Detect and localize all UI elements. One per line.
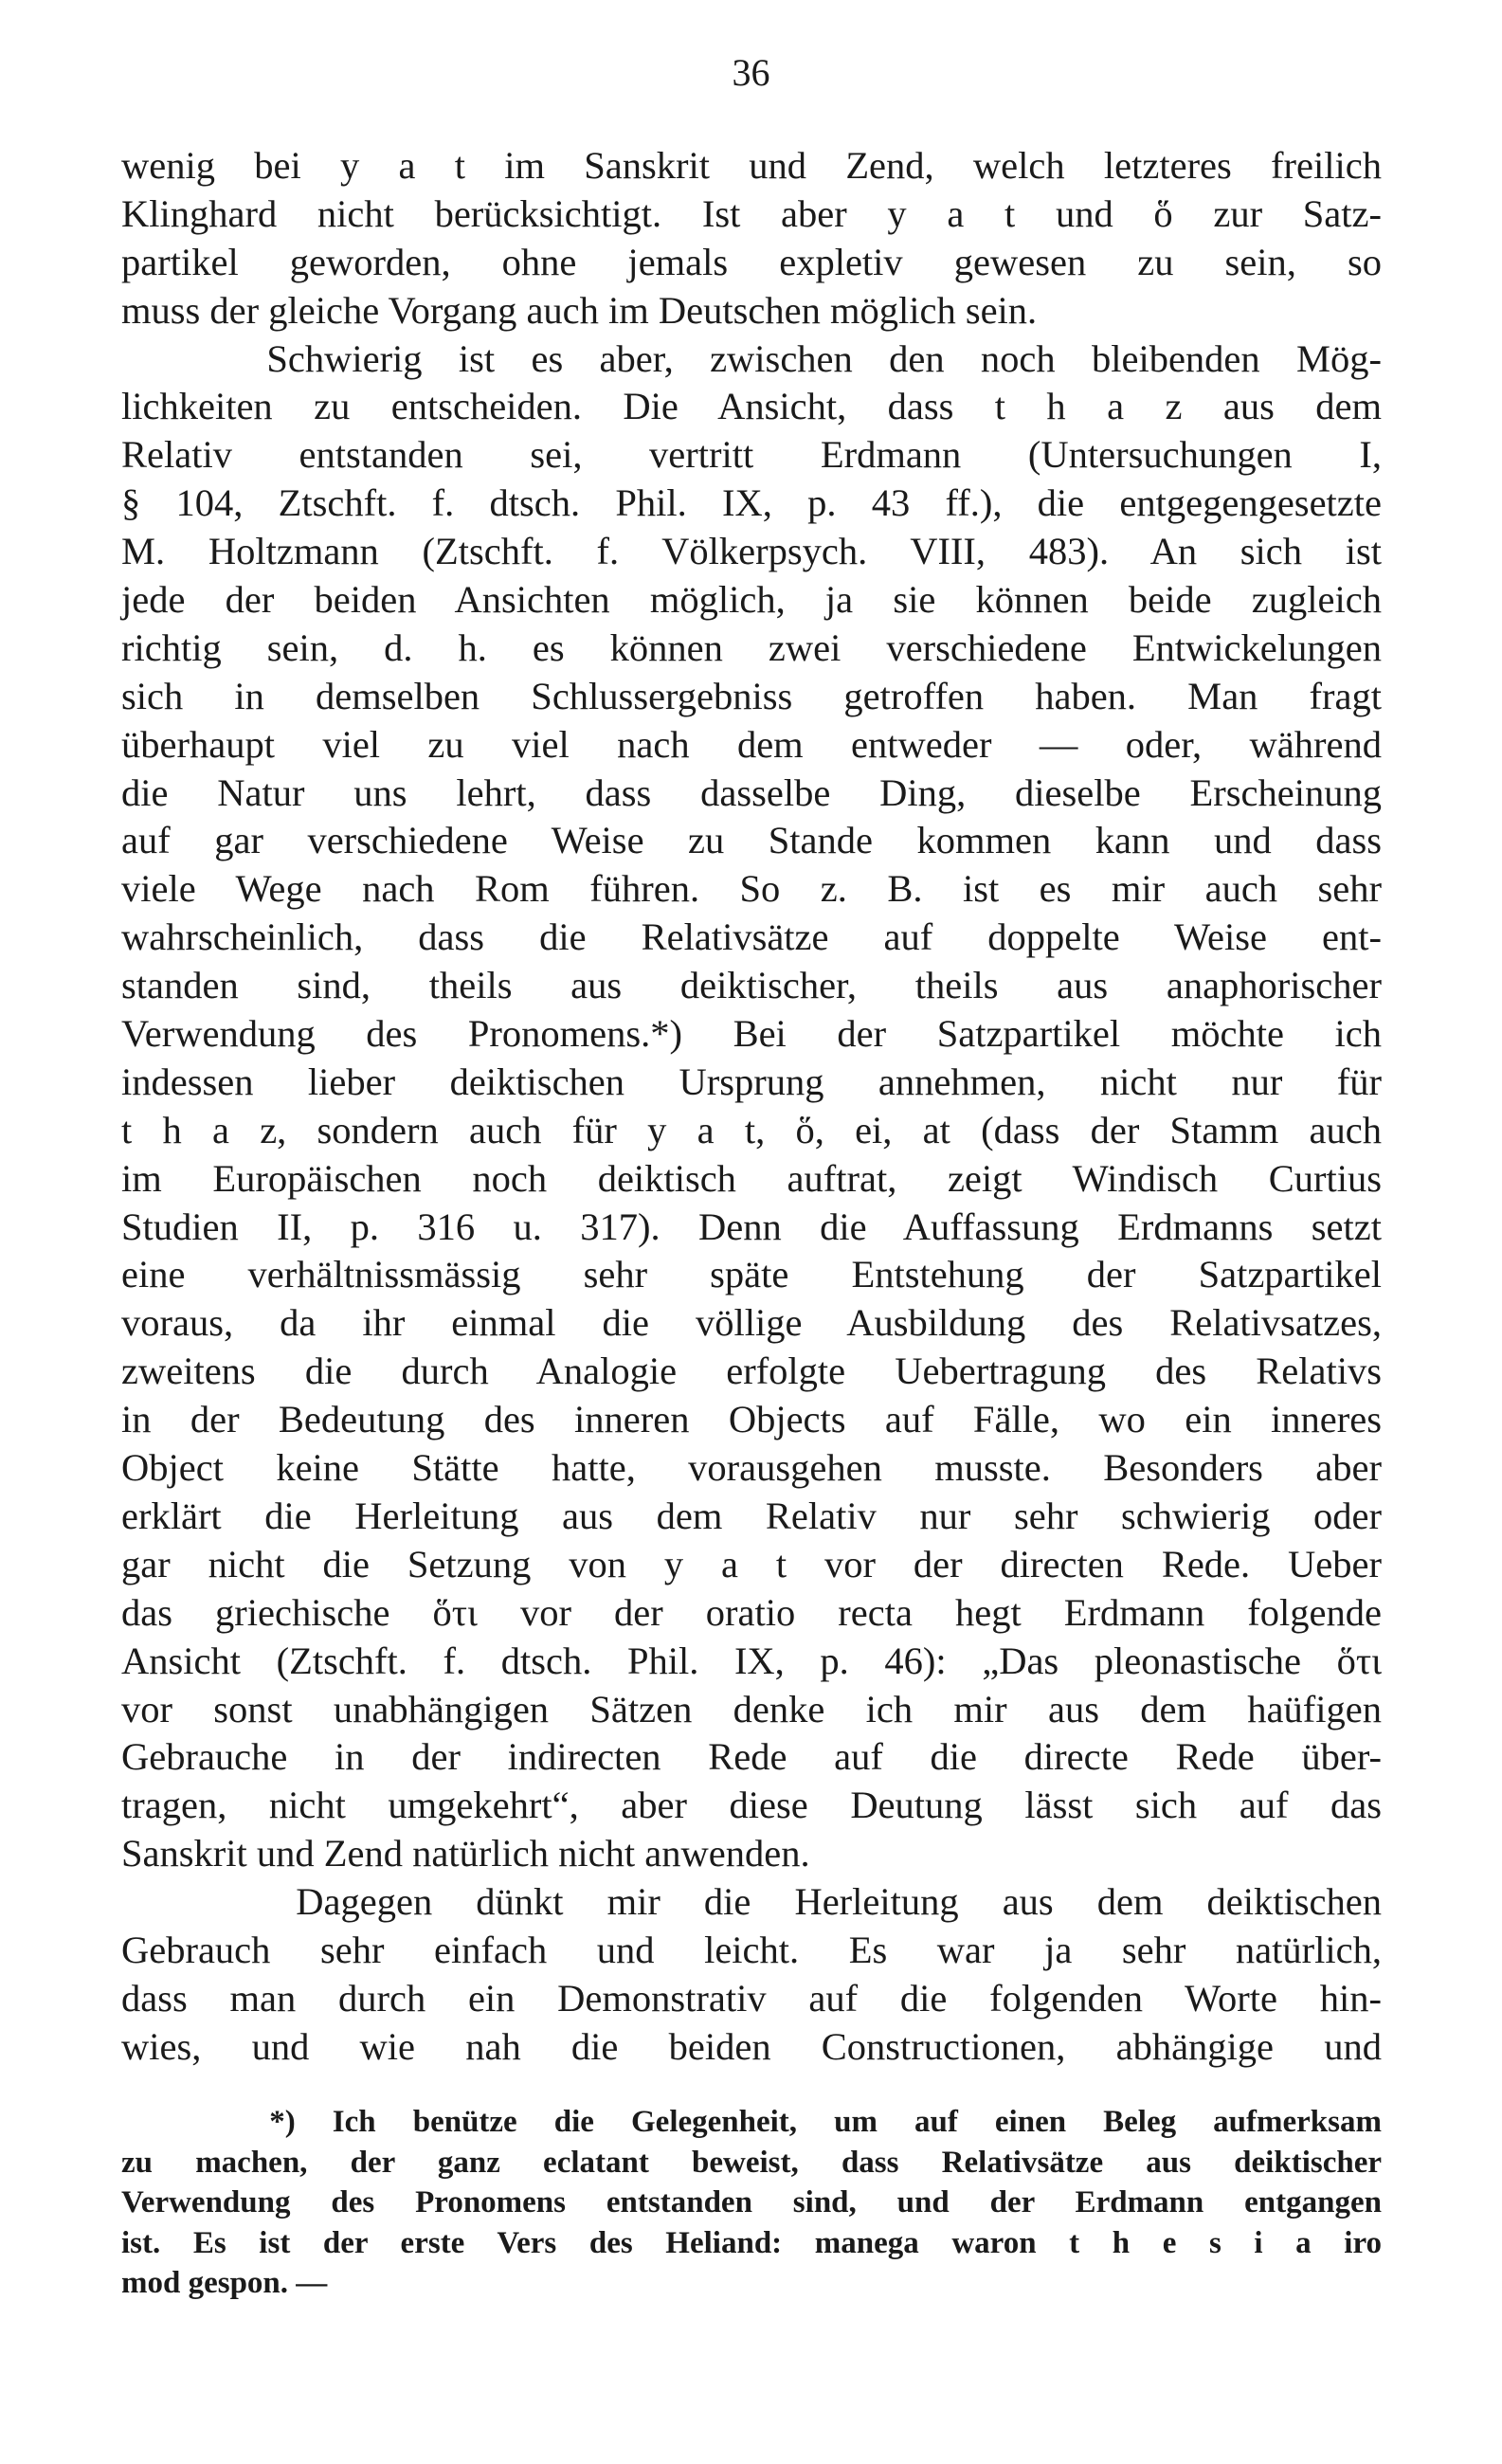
text-line: M. Holtzmann (Ztschft. f. Völkerpsych. VIII, 483). An sich ist [121, 530, 1382, 573]
footnote-line: *) Ich benütze die Gelegenheit, um auf einen Beleg aufmerksam [121, 2105, 1382, 2139]
footnote-line: ist. Es ist der erste Vers des Heliand: manega waron t h e s i a iro [121, 2225, 1382, 2260]
text-line: das griechische ὅτι vor der oratio recta hegt Erdmann folgende [121, 1590, 1382, 1634]
footnote-line: mod gespon. — [121, 2266, 328, 2300]
text-line: t h a z, sondern auch für y a t, ὅ, ei, at (dass der Stamm auch [121, 1108, 1382, 1151]
text-line: auf gar verschiedene Weise zu Stande kommen kann und dass [121, 819, 1382, 862]
text-line: wenig bei y a t im Sanskrit und Zend, welch letzteres freilich [121, 144, 1382, 187]
text-line: Gebrauche in der indirecten Rede auf die directe Rede über- [121, 1735, 1382, 1779]
text-line: in der Bedeutung des inneren Objects auf Fälle, wo ein inneres [121, 1398, 1382, 1441]
text-line: tragen, nicht umgekehrt“, aber diese Deutung lässt sich auf das [121, 1784, 1382, 1827]
text-line: Klinghard nicht berücksichtigt. Ist aber y a t und ὅ zur Satz- [121, 191, 1382, 235]
text-line: Relativ entstanden sei, vertritt Erdmann (Untersuchungen I, [121, 433, 1382, 477]
text-line: § 104, Ztschft. f. dtsch. Phil. IX, p. 43 ff.), die entgegengesetzte [121, 481, 1382, 525]
text-line: gar nicht die Setzung von y a t vor der directen Rede. Ueber [121, 1542, 1382, 1585]
text-line: Dagegen dünkt mir die Herleitung aus dem deiktischen [121, 1880, 1382, 1924]
text-line: wahrscheinlich, dass die Relativsätze auf doppelte Weise ent- [121, 915, 1382, 959]
text-line: Verwendung des Pronomens.*) Bei der Satzpartikel möchte ich [121, 1012, 1382, 1056]
text-line: Studien II, p. 316 u. 317). Denn die Auffassung Erdmanns setzt [121, 1205, 1382, 1248]
page-number: 36 [732, 51, 770, 94]
text-line: im Europäischen noch deiktisch auftrat, zeigt Windisch Curtius [121, 1156, 1382, 1200]
text-line: wies, und wie nah die beiden Constructionen, abhängige und [121, 2024, 1382, 2068]
text-line: jede der beiden Ansichten möglich, ja sie können beide zugleich [121, 578, 1382, 622]
text-line: überhaupt viel zu viel nach dem entweder — oder, während [121, 722, 1382, 766]
footnote-line: Verwendung des Pronomens entstanden sind, und der Erdmann entgangen [121, 2185, 1382, 2219]
text-line: dass man durch ein Demonstrativ auf die folgenden Worte hin- [121, 1976, 1382, 2020]
footnote-line: zu machen, der ganz eclatant beweist, dass Relativsätze aus deiktischer [121, 2145, 1382, 2180]
text-line: muss der gleiche Vorgang auch im Deutschen möglich sein. [121, 288, 1038, 332]
text-line: voraus, da ihr einmal die völlige Ausbildung des Relativsatzes, [121, 1301, 1382, 1345]
text-line: erklärt die Herleitung aus dem Relativ nur sehr schwierig oder [121, 1494, 1382, 1537]
text-line: sich in demselben Schlussergebniss getroffen haben. Man fragt [121, 674, 1382, 717]
text-line: vor sonst unabhängigen Sätzen denke ich mir aus dem haüfigen [121, 1687, 1382, 1730]
text-line: indessen lieber deiktischen Ursprung annehmen, nicht nur für [121, 1060, 1382, 1103]
text-line: partikel geworden, ohne jemals expletiv gewesen zu sein, so [121, 240, 1382, 283]
text-line: zweitens die durch Analogie erfolgte Uebertragung des Relativs [121, 1350, 1382, 1393]
text-line: Object keine Stätte hatte, vorausgehen musste. Besonders aber [121, 1446, 1382, 1490]
text-line: eine verhältnissmässig sehr späte Entstehung der Satzpartikel [121, 1253, 1382, 1296]
body-text [121, 142, 1382, 2072]
text-line: Ansicht (Ztschft. f. dtsch. Phil. IX, p. 46): „Das pleonastische ὅτι [121, 1639, 1382, 1682]
text-line: lichkeiten zu entscheiden. Die Ansicht, dass t h a z aus dem [121, 385, 1382, 428]
text-line: die Natur uns lehrt, dass dasselbe Ding, dieselbe Erscheinung [121, 770, 1382, 814]
text-line: richtig sein, d. h. es können zwei verschiedene Entwickelungen [121, 625, 1382, 669]
text-line: Sanskrit und Zend natürlich nicht anwenden. [121, 1832, 810, 1875]
footnote [121, 2102, 1382, 2304]
text-line: viele Wege nach Rom führen. So z. B. ist es mir auch sehr [121, 867, 1382, 911]
text-line: Schwierig ist es aber, zwischen den noch bleibenden Mög- [121, 336, 1382, 380]
text-line: Gebrauch sehr einfach und leicht. Es war ja sehr natürlich, [121, 1928, 1382, 1971]
text-line: standen sind, theils aus deiktischer, theils aus anaphorischer [121, 964, 1382, 1007]
